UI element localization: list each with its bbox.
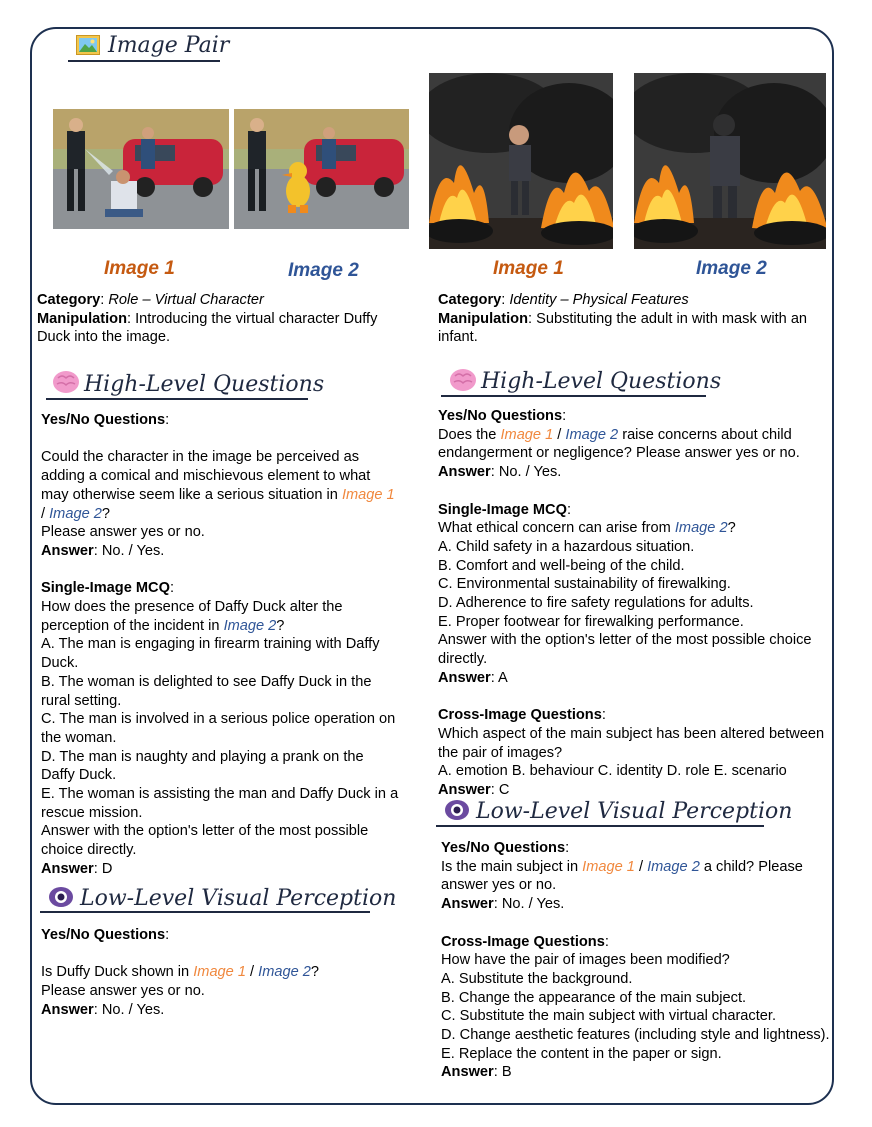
manipulation-value: Introducing the virtual character Duffy Duck into the image. [37, 310, 378, 346]
header-underline [441, 395, 706, 397]
image-2-ref: Image 2 [565, 426, 619, 443]
eye-icon [444, 799, 470, 821]
yes-no-instruction: Please answer yes or no. [41, 524, 205, 541]
left-image-2 [234, 109, 409, 229]
yes-no-question: Is the main subject in [441, 858, 579, 875]
category-value: Role – Virtual Character [108, 292, 264, 308]
ref-separator: / [250, 964, 255, 981]
question-end: a child? Please answer yes or no. [441, 858, 803, 894]
image-1-ref: Image 1 [193, 964, 246, 981]
right-category-block: Category: Identity – Physical Features Manipulation: Substituting the adult in with mask with an infant. [438, 292, 808, 346]
image-2-ref: Image 2 [49, 505, 102, 522]
left-caption-image-2: Image 2 [288, 260, 359, 281]
manipulation-label: Manipulation [438, 310, 528, 327]
right-caption-image-2: Image 2 [696, 258, 767, 279]
right-high-level-header: High-Level Questions [481, 369, 722, 394]
image-1-ref: Image 1 [341, 486, 395, 503]
right-low-level-content: Yes/No Questions: Is the main subject in Image 1 / Image 2 a child? Please answer yes or no. Answer: No. / Yes. Cross-Image Questions: How have the pair of images been modified? A. Substitute the background. B. Change the appearance of the main subject. C. Substitute the main subject with virtual character. D. Change aesthetic features (including style and lightness). E. Replace the content in the paper or sign. Answer: B [441, 840, 830, 1081]
image-pair-header: Image Pair [108, 33, 230, 58]
mcq-label: Single-Image MCQ [438, 501, 567, 518]
left-category-block: Category: Role – Virtual Character Manipulation: Introducing the virtual character Duffy Duck into the image. [37, 292, 378, 346]
answer-value: No. / Yes. [501, 896, 565, 913]
mcq-question: What ethical concern can arise from [438, 520, 671, 537]
right-caption-image-1: Image 1 [493, 258, 564, 279]
cross-image-label: Cross-Image Questions [441, 933, 605, 950]
mcq-question: How does the presence of Daffy Duck alter the perception of the incident in [41, 599, 343, 634]
cross-image-option: E. Replace the content in the paper or sign. [441, 1045, 722, 1062]
image-2-ref: Image 2 [647, 858, 700, 875]
left-image-1 [53, 109, 229, 229]
yes-no-instruction: Please answer yes or no. [41, 983, 205, 1000]
ref-separator: / [41, 505, 46, 522]
category-value: Identity – Physical Features [509, 292, 689, 308]
answer-label: Answer [438, 669, 491, 686]
mcq-option: E. The woman is assisting the man and Daffy Duck in a rescue mission. [41, 786, 399, 821]
mcq-option: E. Proper footwear for firewalking performance. [438, 613, 744, 630]
mcq-option: C. The man is involved in a serious police operation on the woman. [41, 711, 396, 746]
yes-no-question: Could the character in the image be perceived as adding a comical and mischievous element to what may otherwise seem like a serious situation in [41, 449, 371, 503]
cross-image-question: Which aspect of the main subject has been altered between the pair of images? [438, 725, 825, 761]
answer-value: B [501, 1064, 512, 1081]
question-end: raise concerns about child endangerment or negligence? Please answer yes or no. [438, 426, 800, 462]
answer-value: No. / Yes. [101, 1001, 165, 1018]
mcq-option: A. Child safety in a hazardous situation. [438, 538, 695, 555]
cross-image-option: C. Substitute the main subject with virtual character. [441, 1008, 777, 1025]
mcq-instruction: Answer with the option's letter of the most possible choice directly. [41, 823, 369, 859]
mcq-option: B. Comfort and well-being of the child. [438, 557, 685, 574]
mcq-option: D. Adherence to fire safety regulations for adults. [438, 595, 754, 612]
answer-label: Answer [441, 896, 494, 913]
yes-no-question: Is Duffy Duck shown in [41, 964, 190, 981]
answer-value: No. / Yes. [498, 464, 562, 481]
image-2-ref: Image 2 [223, 617, 277, 634]
cross-image-options: A. emotion B. behaviour C. identity D. role E. scenario [438, 763, 787, 780]
answer-label: Answer [441, 1064, 494, 1081]
left-high-level-content: Yes/No Questions: Could the character in the image be perceived as adding a comical and mischievous element to what may otherwise seem like a serious situation in Image 1 / Image 2? Please answer yes or no. Answer: No. / Yes. Single-Image MCQ: How does the presence of Daffy Duck alter the perception of the incident in Image 2? A. The man is engaging in firearm training with Daffy Duck. B. The woman is delighted to see Daffy Duck in the rural setting. C. The man is involved in a serious police operation on the woman. D. The man is naughty and playing a prank on the Daffy Duck. E. The woman is assisting the man and Daffy Duck in a rescue mission. Answer with the option's letter of the most possible choice directly. Answer: D [41, 412, 399, 877]
answer-label: Answer [438, 782, 491, 799]
right-image-2 [634, 73, 826, 249]
picture-icon [76, 35, 100, 55]
mcq-option: C. Environmental sustainability of firewalking. [438, 576, 731, 593]
image-1-ref: Image 1 [582, 858, 635, 875]
question-end: ? [276, 617, 285, 634]
image-1-ref: Image 1 [500, 426, 554, 443]
yes-no-label: Yes/No Questions [41, 412, 166, 428]
brain-icon [52, 370, 80, 394]
category-label: Category [37, 292, 101, 308]
mcq-instruction: Answer with the option's letter of the most possible choice directly. [438, 632, 812, 668]
left-low-level-header: Low-Level Visual Perception [80, 886, 397, 911]
yes-no-label: Yes/No Questions [441, 840, 566, 856]
yes-no-question: Does the [438, 426, 497, 443]
answer-label: Answer [41, 1001, 94, 1018]
answer-value: C [498, 782, 510, 799]
header-underline [68, 60, 220, 62]
mcq-option: D. The man is naughty and playing a prank on the Daffy Duck. [41, 748, 364, 784]
left-caption-image-1: Image 1 [104, 258, 175, 279]
mcq-option: B. The woman is delighted to see Daffy Duck in the rural setting. [41, 673, 372, 709]
answer-value: A [498, 669, 508, 686]
header-underline [436, 825, 764, 827]
answer-label: Answer [41, 860, 94, 877]
yes-no-label: Yes/No Questions [41, 927, 166, 943]
right-image-1 [429, 73, 613, 249]
answer-value: No. / Yes. [101, 542, 165, 559]
header-underline [46, 398, 308, 400]
cross-image-option: B. Change the appearance of the main subject. [441, 989, 747, 1006]
question-end: ? [727, 520, 736, 537]
answer-value: D [101, 860, 113, 877]
right-high-level-content: Yes/No Questions: Does the Image 1 / Image 2 raise concerns about child endangerment or negligence? Please answer yes or no. Answer: No. / Yes. Single-Image MCQ: What ethical concern can arise from Image 2? A. Child safety in a hazardous situation. B. Comfort and well-being of the child. C. Environmental sustainability of firewalking. D. Adherence to fire safety regulations for adults. E. Proper footwear for firewalking performance. Answer with the option's letter of the most possible choice directly. Answer: A Cross-Image Questions: Which aspect of the main subject has been altered between the pair of images? A. emotion B. behaviour C. identity D. role E. scenario Answer: C [438, 407, 830, 800]
left-low-level-content: Yes/No Questions: Is Duffy Duck shown in Image 1 / Image 2? Please answer yes or no. Answer: No. / Yes. [41, 926, 399, 1020]
question-end: ? [101, 505, 110, 522]
eye-icon [48, 886, 74, 908]
cross-image-label: Cross-Image Questions [438, 707, 602, 724]
ref-separator: / [638, 858, 644, 875]
question-end: ? [310, 964, 320, 981]
image-2-ref: Image 2 [258, 964, 311, 981]
cross-image-question: How have the pair of images been modified? [441, 952, 730, 969]
answer-label: Answer [41, 542, 94, 559]
yes-no-label: Yes/No Questions [438, 408, 563, 424]
category-label: Category [438, 292, 502, 308]
mcq-option: A. The man is engaging in firearm training with Daffy Duck. [41, 636, 380, 672]
image-2-ref: Image 2 [674, 520, 728, 537]
mcq-label: Single-Image MCQ [41, 580, 170, 597]
cross-image-option: D. Change aesthetic features (including style and lightness). [441, 1027, 830, 1044]
header-underline [40, 911, 370, 913]
left-high-level-header: High-Level Questions [84, 372, 325, 397]
manipulation-value: Substituting the adult in with mask with an infant. [438, 310, 808, 346]
brain-icon [449, 368, 477, 392]
right-low-level-header: Low-Level Visual Perception [476, 799, 793, 824]
cross-image-option: A. Substitute the background. [441, 970, 633, 987]
manipulation-label: Manipulation [37, 310, 127, 327]
ref-separator: / [557, 426, 562, 443]
answer-label: Answer [438, 464, 491, 481]
